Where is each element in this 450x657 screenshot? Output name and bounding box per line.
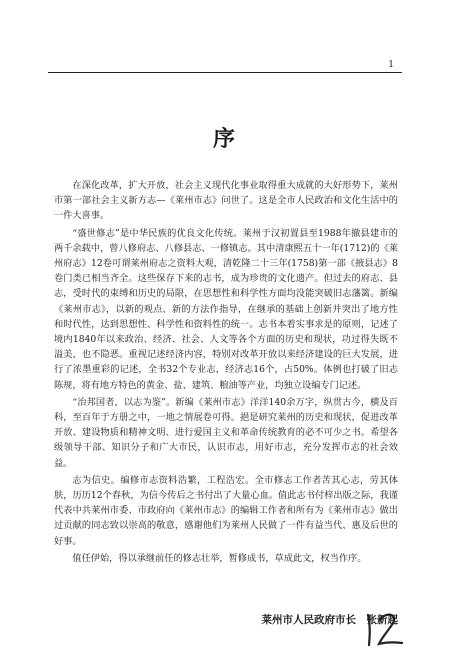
paragraph-1: 在深化改革，扩大开放，社会主义现代化事业取得重大成就的大好形势下，莱州市第一部社会主义新方志—《莱州市志》问世了。这是全市人民政治和文化生活中的一件大喜事。: [54, 180, 398, 222]
page-number: 1: [388, 60, 394, 70]
handwritten-page-mark: [360, 609, 406, 649]
page-title: 序: [212, 126, 237, 152]
paragraph-2: “盛世修志”是中华民族的优良文化传统。莱州于汉初置县至1988年撤县建市的两千余载中，曾八修府志、八修县志、一修镇志。其中清康熙五十一年(1712)的《莱州府志》12卷可谓莱州府志之资料大观，清乾隆二十三年(1758)第一部《掖县志》8卷门类已相当齐全。这些保存下来的志书，成为珍贵的文化遗产。但过去的府志、县志，受时代的束缚和历史的局限，在思想性和科学性方面均没能突破旧志藩篱。新编《莱州市志》，以新的观点、新的方法作指导，在继承的基础上创新并突出了地方性和时代性，达到思想性、科学性和资料性的统一。志书本着实事求是的原则，记述了境内1840年以来政治、经济、社会、人文等各个方面的历史和现状，功过得失既不溢美，也不隐恶。重视记述经济内容，特别对改革开放以来经济建设的巨大发展，进行了浓墨重彩的记述，全书32个专业志，经济志16个，占50%。体例也打破了旧志陈规，将有地方特色的黄金、盐、建筑、粮油等产业，均独立设编专门记述。: [54, 227, 398, 391]
paragraph-3: “治邦国者，以志为鉴”。新编《莱州市志》洋洋140余万字，纵贯古今，横及百科，至百年于方册之中，一地之情展卷可得。挹是研究莱州的历史和现状，促进改革开放、建设物质和精神文明、进行爱国主义和革命传统教育的必不可少之书。希望各级领导干部、知识分子和广大市民，认识市志，用好市志，充分发挥市志的社会效益。: [54, 396, 398, 469]
header-rule: [48, 72, 402, 73]
preface-body: [54, 178, 398, 568]
paragraph-4: 志为信史。编修市志资料浩繁，工程浩宏。全市修志工作者苦其心志，劳其体肤，历历12个春秋，为信今传后之书付出了大量心血。值此志书付梓出版之际，我谨代表中共莱州市委、市政府向《莱州市志》的编辑工作者和所有为《莱州市志》做出过贡献的同志致以崇高的敬意，感谢他们为莱州人民做了一件有益当代、惠及后世的好事。: [54, 474, 398, 547]
paragraph-5: 值任伊始，得以承继前任的修志壮举，暂修成书，草成此文，权当作序。: [72, 552, 367, 564]
signature-line: 莱州市人民政府市长 张新起: [261, 614, 398, 626]
